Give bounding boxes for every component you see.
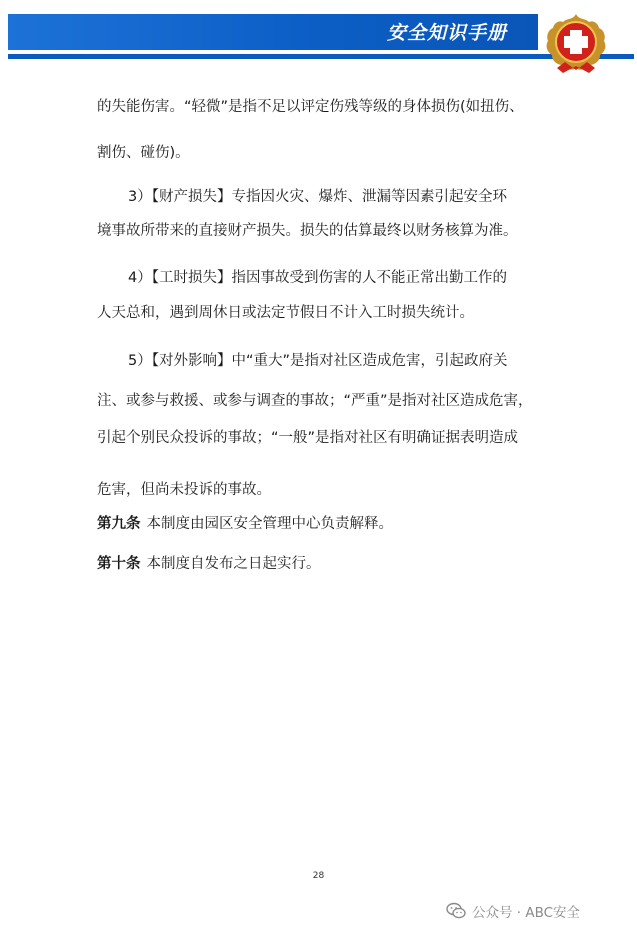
article-text: 本制度自发布之日起实行。 <box>146 556 321 572</box>
body-line: 割伤、碰伤)。 <box>97 145 190 161</box>
page-number: 28 <box>312 871 325 881</box>
watermark-text: 公众号 · ABC安全 <box>472 905 581 921</box>
body-line: 注、或参与救援、或参与调查的事故；“严重”是指对社区造成危害， <box>97 393 533 409</box>
header-title: 安全知识手册 <box>386 22 507 44</box>
watermark <box>446 900 580 922</box>
article-number: 第九条 <box>97 516 141 532</box>
body-line: 3）【财产损失】专指因火灾、爆炸、泄漏等因素引起安全环 <box>128 189 507 205</box>
body-line: 境事故所带来的直接财产损失。损失的估算最终以财务核算为准。 <box>97 223 518 239</box>
body-line: 4）【工时损失】指因事故受到伤害的人不能正常出勤工作的 <box>128 270 507 286</box>
article-10 <box>97 554 321 574</box>
article-text: 本制度由园区安全管理中心负责解释。 <box>146 516 393 532</box>
body-line: 的失能伤害。“轻微”是指不足以评定伤残等级的身体损伤(如扭伤、 <box>97 99 524 115</box>
article-number: 第十条 <box>97 556 141 572</box>
article-9 <box>97 514 393 534</box>
body-line: 危害，但尚未投诉的事故。 <box>97 482 271 498</box>
body-line: 人天总和，遇到周休日或法定节假日不计入工时损失统计。 <box>97 305 474 321</box>
body-line: 引起个别民众投诉的事故；“一般”是指对社区有明确证据表明造成 <box>97 430 519 446</box>
body-line: 5）【对外影响】中“重大”是指对社区造成危害，引起政府关 <box>128 353 508 369</box>
wechat-icon <box>446 902 466 920</box>
